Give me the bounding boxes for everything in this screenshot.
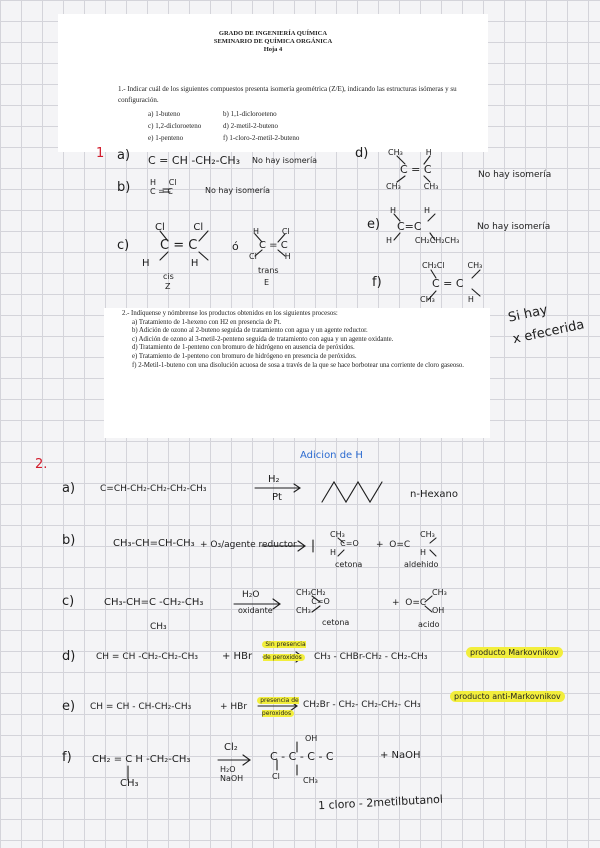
ex1-f-note: Si hay x efecerida [506,302,586,348]
ex2-b-p2-structure: CH₃ H [420,530,435,557]
ex2-c-reagent-top: H₂O [242,590,260,600]
ex2-a-reagent-top: H₂ [268,474,280,485]
q2-item-a: a) Tratamiento de 1-hexeno con H2 en presencia de Pt. [132,318,282,326]
ex2-b-p1-name: cetona [335,560,363,569]
ex2-c-reactant: CH₃-CH=C -CH₂-CH₃ [104,597,204,608]
ex2-c-p2-name: acido [418,620,440,629]
ex2-f-reactant: CH₂ = C H -CH₂-CH₃ [92,754,191,765]
ex1-c-cis-bottom: H H [142,258,199,269]
ex1-d-label: d) [355,146,369,161]
ex2-f-reagent-bottom: H₂O NaOH [220,765,244,783]
ex2-b-p1-structure: CH₃ C=O H [330,530,359,557]
ex1-a-note: No hay isomería [252,156,318,165]
ex1-c-e: E [264,278,270,287]
q2-item-f: f) 2-Metil-1-buteno con una disolución acuosa de sosa a través de la que se hace borbotear una corriente de cloro gaseoso. [132,361,464,369]
ex2-a-label: a) [62,481,76,496]
q2-intro: 2.- Indíquense y nómbrense los productos obtenidos en los siguientes procesos: [122,310,338,317]
ex2-d-plus: + HBr [222,651,253,662]
ex1-c-trans-top: H Cl [253,227,290,236]
ex2-c-reagent-bottom: oxidante [238,606,273,615]
ex2-e-reactant: CH = CH - CH-CH₂-CH₃ [90,702,192,712]
ex1-a-label: a) [117,148,131,163]
ex1-b-note: No hay isomería [205,186,271,195]
ex2-e-label: e) [62,699,76,714]
ex2-f-label: f) [62,750,72,765]
ex1-c-cis-center: C = C [160,238,198,253]
ex2-title: Adicion de H [300,450,363,461]
q1-option-b: b) 1,1-dicloroeteno [223,110,277,118]
ex2-c-plus: + O=C [392,598,427,608]
ex2-b-p2-name: aldehido [404,560,439,569]
ex1-e-structure-bottom: H CH₂CH₂CH₃ [386,236,460,245]
ex2-e-plus: + HBr [220,702,248,712]
ex1-a-formula: C = CH -CH₂-CH₃ [148,154,241,167]
q1-option-e: e) 1-penteno [148,134,184,142]
q1-option-a: a) 1-buteno [148,110,181,118]
header-degree: GRADO DE INGENIERÍA QUÍMICA [218,30,328,37]
ex1-c-z: Z [165,282,171,291]
ex2-f-product-ch3: CH₃ [303,776,318,785]
header-sheet: Hoja 4 [263,46,283,53]
ex2-a-reactant: C=CH-CH₂-CH₂-CH₂-CH₃ [100,484,207,494]
ex2-c-p1-name: cetona [322,618,350,627]
q1-option-c: c) 1,2-dicloroeteno [148,122,202,130]
ex1-f-label: f) [372,275,382,290]
ex1-c-trans-bottom: Cl H [249,252,291,261]
ex2-f-product-oh: OH [305,734,318,743]
question-1-text: 1.- Indicar cuál de los siguientes compuestos presenta isomería geométrica (Z/E), indicando las estructuras isómeras y su configuración. [118,85,457,104]
ex1-b-structure: H Cl C = C [150,178,177,196]
ex2-e-name: producto anti-Markovnikov [450,692,565,701]
ex1-c-trans-center: C = C [259,240,288,251]
ex2-f-product-cl: Cl [272,772,280,781]
ex1-d-structure-top: CH₃ H [388,148,432,157]
header-seminar: SEMINARIO DE QUÍMICA ORGÁNICA [213,38,333,45]
ex2-e-condition: presencia de peroxidos [255,692,301,718]
ex1-f-structure-top: CH₂Cl CH₃ [422,261,483,270]
ex1-number: 1 [96,146,105,161]
ex1-d-structure-bottom: CH₃ CH₃ [386,182,439,191]
ex2-b-reactant: CH₃-CH=CH-CH₃ [113,538,195,549]
ex2-c-p2-structure: CH₃ OH [432,588,447,615]
ex1-d-structure-center: C = C [400,163,432,176]
ex2-b-plus: + O=C [376,540,411,550]
ex2-c-substituent: CH₃ [150,622,167,632]
ex1-f-structure-bottom: CH₃ H [420,295,474,304]
ex2-d-product: CH₃ - CHBr-CH₂ - CH₂-CH₃ [314,652,428,662]
q2-item-c: c) Adición de ozono al 3-metil-2-penteno seguida de tratamiento con agua y un agente oxidante. [132,335,394,343]
ex1-e-structure-top: H H [390,206,431,215]
ex2-d-name: producto Markovnikov [466,648,563,657]
ex1-c-trans: trans [258,266,279,275]
ex2-a-product: n-Hexano [410,489,458,500]
q1-option-d: d) 2-metil-2-buteno [223,122,279,130]
ex1-c-or: ó [232,240,239,253]
q2-item-b: b) Adición de ozono al 2-buteno seguida de tratamiento con agua y un agente reductor. [132,327,368,335]
ex1-d-note: No hay isomería [478,170,552,180]
ex1-c-cis-top: Cl Cl [155,222,204,233]
ex2-f-reagent-top: Cl₂ [224,742,238,753]
ex2-b-reagent: + O₃/agente reductor [200,540,297,550]
ex2-e-product: CH₂Br - CH₂- CH₂-CH₂- CH₃ [303,700,421,710]
q2-item-d: d) Tratamiento de 1-penteno con bromuro de hidrógeno en ausencia de peróxidos. [132,344,355,352]
ex1-c-label: c) [117,238,130,253]
ex2-d-label: d) [62,649,76,664]
ex1-c-cis: cis [163,272,174,281]
ex2-f-substituent: CH₃ [120,778,139,789]
ex2-b-label: b) [62,533,76,548]
ex2-f-name: 1 cloro - 2metilbutanol [317,792,444,813]
ex2-f-product-chain: C - C - C - C [270,750,334,763]
ex2-d-reactant: CH = CH -CH₂-CH₂-CH₃ [96,652,198,662]
ex1-e-label: e) [367,217,381,232]
ex1-b-label: b) [117,180,131,195]
ex2-c-p1-structure: CH₃CH₂ C=O CH₃ [296,588,330,615]
ex1-f-structure-center: C = C [432,277,464,290]
ex1-e-structure-center: C=C [397,220,422,233]
q2-item-e: e) Tratamiento de 1-penteno con bromuro de hidrógeno en presencia de peróxidos. [132,352,357,360]
ex2-a-reagent-bottom: Pt [272,492,282,503]
ex2-f-plus: + NaOH [380,750,421,761]
q1-option-f: f) 1-cloro-2-metil-2-buteno [223,134,300,142]
ex1-e-note: No hay isomería [477,222,551,232]
ex2-d-condition: Sin presencia de peroxidos [263,641,306,661]
ex2-number: 2. [35,457,48,472]
ex2-c-label: c) [62,594,75,609]
